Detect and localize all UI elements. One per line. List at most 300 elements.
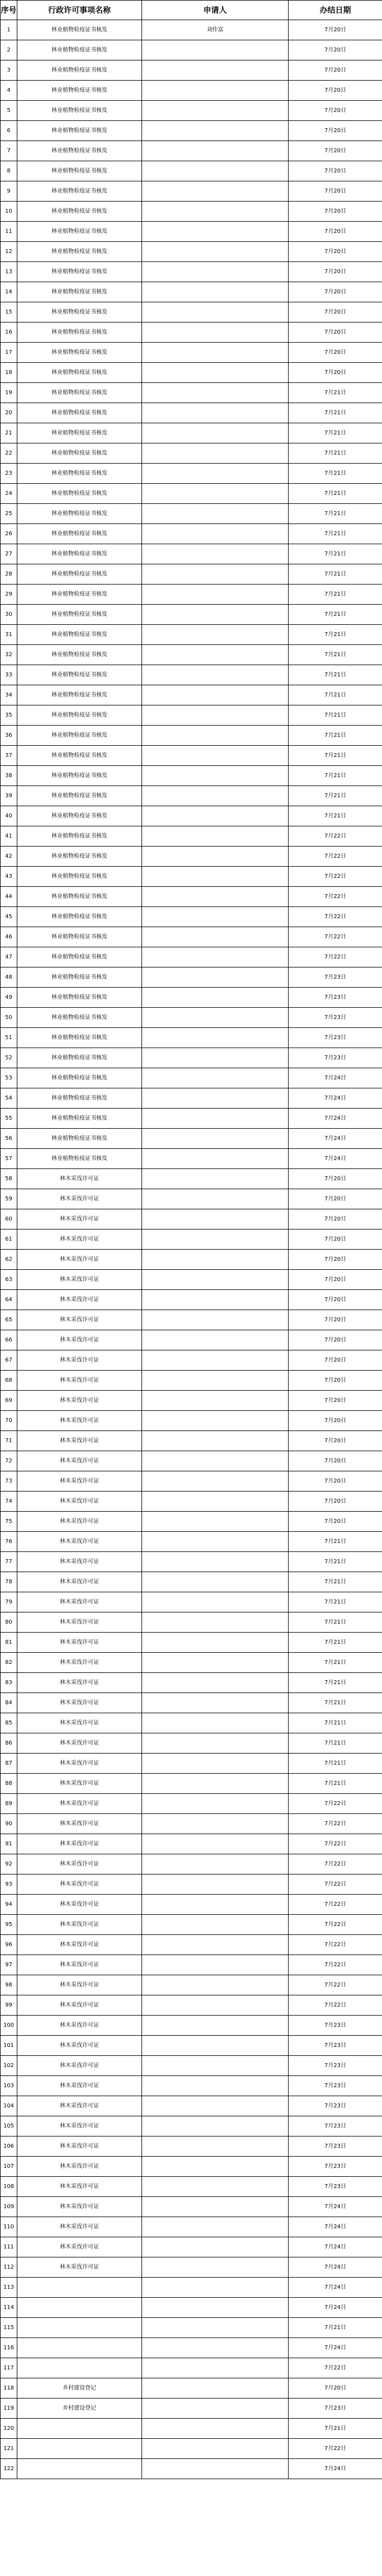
table-row <box>1 484 382 504</box>
table-row <box>1 222 382 242</box>
row-item-name: 林业植物检疫证书核发 <box>17 544 142 564</box>
table-row <box>1 1633 382 1653</box>
row-item-name: 林业植物检疫证书核发 <box>17 705 142 726</box>
row-applicant <box>142 443 289 464</box>
row-date: 7月20日 <box>289 1512 382 1532</box>
row-date: 7月21日 <box>289 1733 382 1754</box>
row-applicant <box>142 907 289 927</box>
row-item-name: 林业植物检疫证书核发 <box>17 988 142 1008</box>
table-row <box>1 544 382 564</box>
row-item-name: 林木采伐许可证 <box>17 1492 142 1512</box>
row-seq: 77 <box>1 1552 17 1572</box>
row-item-name: 林业植物检疫证书核发 <box>17 726 142 746</box>
row-date: 7月21日 <box>289 423 382 443</box>
row-item-name: 林业植物检疫证书核发 <box>17 363 142 383</box>
row-date: 7月24日 <box>289 1088 382 1109</box>
row-item-name: 林业植物检疫证书核发 <box>17 423 142 443</box>
row-item-name: 林业植物检疫证书核发 <box>17 967 142 988</box>
row-item-name: 林业植物检疫证书核发 <box>17 443 142 464</box>
row-date: 7月23日 <box>289 2157 382 2177</box>
row-seq: 122 <box>1 2459 17 2479</box>
row-item-name: 林业植物检疫证书核发 <box>17 625 142 645</box>
row-date: 7月21日 <box>289 464 382 484</box>
row-item-name: 林业植物检疫证书核发 <box>17 504 142 524</box>
row-date: 7月21日 <box>289 2419 382 2439</box>
row-date: 7月20日 <box>289 1411 382 1431</box>
row-applicant <box>142 2237 289 2257</box>
row-item-name: 林木采伐许可证 <box>17 2076 142 2096</box>
row-applicant <box>142 947 289 967</box>
row-date: 7月20日 <box>289 202 382 222</box>
table-row <box>1 585 382 605</box>
row-date: 7月21日 <box>289 1612 382 1633</box>
row-item-name: 林业植物检疫证书核发 <box>17 947 142 967</box>
row-applicant <box>142 524 289 544</box>
row-seq: 85 <box>1 1713 17 1733</box>
row-date: 7月23日 <box>289 1008 382 1028</box>
row-applicant <box>142 1935 289 1955</box>
table-row <box>1 746 382 766</box>
row-applicant <box>142 1391 289 1411</box>
row-applicant <box>142 746 289 766</box>
row-applicant <box>142 726 289 746</box>
row-seq: 65 <box>1 1310 17 1330</box>
row-applicant <box>142 2177 289 2197</box>
row-applicant <box>142 1572 289 1592</box>
row-seq: 20 <box>1 403 17 423</box>
table-row <box>1 1895 382 1915</box>
table-row <box>1 1492 382 1512</box>
table-row <box>1 242 382 262</box>
row-date: 7月22日 <box>289 1834 382 1854</box>
row-date: 7月20日 <box>289 1431 382 1451</box>
table-row <box>1 1290 382 1310</box>
row-seq: 93 <box>1 1874 17 1895</box>
row-seq: 60 <box>1 1209 17 1229</box>
table-row <box>1 887 382 907</box>
row-applicant <box>142 1109 289 1129</box>
row-seq: 116 <box>1 2338 17 2358</box>
row-applicant <box>142 1330 289 1350</box>
row-item-name: 林木采伐许可证 <box>17 2177 142 2197</box>
row-applicant <box>142 1512 289 1532</box>
row-date: 7月21日 <box>289 605 382 625</box>
row-seq: 40 <box>1 806 17 826</box>
row-item-name: 林业植物检疫证书核发 <box>17 645 142 665</box>
row-item-name: 林木采伐许可证 <box>17 2217 142 2237</box>
table-row <box>1 1673 382 1693</box>
row-seq: 83 <box>1 1673 17 1693</box>
row-seq: 108 <box>1 2177 17 2197</box>
row-item-name: 林业植物检疫证书核发 <box>17 766 142 786</box>
row-item-name: 林业植物检疫证书核发 <box>17 161 142 181</box>
row-seq: 79 <box>1 1592 17 1612</box>
row-applicant <box>142 1733 289 1754</box>
row-date: 7月20日 <box>289 60 382 81</box>
row-item-name: 林木采伐许可证 <box>17 1995 142 2016</box>
table-row <box>1 1653 382 1673</box>
row-date: 7月21日 <box>289 1774 382 1794</box>
row-date: 7月24日 <box>289 1149 382 1169</box>
table-row <box>1 2399 382 2419</box>
row-applicant <box>142 81 289 101</box>
row-date: 7月20日 <box>289 363 382 383</box>
row-date: 7月20日 <box>289 242 382 262</box>
row-item-name: 林业植物检疫证书核发 <box>17 222 142 242</box>
row-applicant <box>142 1814 289 1834</box>
row-item-name: 林木采伐许可证 <box>17 1451 142 1471</box>
row-applicant <box>142 1552 289 1572</box>
row-applicant <box>142 1270 289 1290</box>
table-row <box>1 1048 382 1068</box>
row-applicant <box>142 806 289 826</box>
row-seq: 61 <box>1 1229 17 1250</box>
table-row <box>1 343 382 363</box>
table-row <box>1 161 382 181</box>
row-applicant <box>142 141 289 161</box>
row-applicant <box>142 101 289 121</box>
row-item-name: 林木采伐许可证 <box>17 1935 142 1955</box>
row-applicant <box>142 927 289 947</box>
row-item-name: 林木采伐许可证 <box>17 1814 142 1834</box>
row-item-name: 林业植物检疫证书核发 <box>17 927 142 947</box>
row-applicant <box>142 1592 289 1612</box>
row-item-name: 林木采伐许可证 <box>17 2096 142 2116</box>
row-date: 7月21日 <box>289 1552 382 1572</box>
row-applicant <box>142 2399 289 2419</box>
table-row <box>1 867 382 887</box>
row-item-name: 林木采伐许可证 <box>17 2056 142 2076</box>
table-row <box>1 60 382 81</box>
table-row <box>1 645 382 665</box>
row-item-name: 林业植物检疫证书核发 <box>17 806 142 826</box>
row-applicant <box>142 645 289 665</box>
row-item-name: 林木采伐许可证 <box>17 1975 142 1995</box>
row-item-name <box>17 2278 142 2298</box>
row-applicant <box>142 1048 289 1068</box>
row-item-name: 林木采伐许可证 <box>17 1391 142 1411</box>
row-item-name: 林木采伐许可证 <box>17 1411 142 1431</box>
table-row <box>1 1431 382 1451</box>
row-date: 7月20日 <box>289 282 382 302</box>
row-applicant <box>142 1754 289 1774</box>
row-item-name: 林业植物检疫证书核发 <box>17 302 142 322</box>
row-applicant <box>142 1451 289 1471</box>
row-applicant <box>142 282 289 302</box>
row-item-name: 林木采伐许可证 <box>17 1512 142 1532</box>
row-date: 7月21日 <box>289 383 382 403</box>
row-seq: 75 <box>1 1512 17 1532</box>
row-item-name: 林木采伐许可证 <box>17 2157 142 2177</box>
row-applicant <box>142 1290 289 1310</box>
row-seq: 26 <box>1 524 17 544</box>
table-row <box>1 766 382 786</box>
row-date: 7月21日 <box>289 726 382 746</box>
row-item-name: 林业植物检疫证书核发 <box>17 746 142 766</box>
row-applicant <box>142 343 289 363</box>
row-seq: 115 <box>1 2318 17 2338</box>
header-item-name: 行政许可事项名称 <box>17 1 142 20</box>
row-date: 7月21日 <box>289 806 382 826</box>
row-applicant <box>142 1350 289 1371</box>
row-date: 7月21日 <box>289 585 382 605</box>
row-applicant <box>142 2036 289 2056</box>
row-date: 7月20日 <box>289 141 382 161</box>
row-item-name: 林木采伐许可证 <box>17 1572 142 1592</box>
row-seq: 64 <box>1 1290 17 1310</box>
row-item-name: 林业植物检疫证书核发 <box>17 383 142 403</box>
table-row <box>1 1713 382 1733</box>
row-seq: 12 <box>1 242 17 262</box>
row-date: 7月23日 <box>289 2036 382 2056</box>
row-seq: 9 <box>1 181 17 202</box>
row-seq: 21 <box>1 423 17 443</box>
row-seq: 18 <box>1 363 17 383</box>
table-row <box>1 2177 382 2197</box>
table-row <box>1 1310 382 1330</box>
row-item-name: 林木采伐许可证 <box>17 1874 142 1895</box>
row-applicant <box>142 2298 289 2318</box>
row-item-name: 林木采伐许可证 <box>17 2116 142 2136</box>
table-row <box>1 2076 382 2096</box>
row-applicant <box>142 383 289 403</box>
row-seq: 10 <box>1 202 17 222</box>
row-seq: 43 <box>1 867 17 887</box>
table-row <box>1 40 382 60</box>
row-date: 7月20日 <box>289 1492 382 1512</box>
row-seq: 42 <box>1 847 17 867</box>
row-item-name: 林业植物检疫证书核发 <box>17 282 142 302</box>
row-applicant <box>142 867 289 887</box>
row-item-name: 林木采伐许可证 <box>17 1895 142 1915</box>
row-item-name: 林业植物检疫证书核发 <box>17 202 142 222</box>
row-date: 7月20日 <box>289 1451 382 1471</box>
row-item-name: 林木采伐许可证 <box>17 1471 142 1492</box>
table-row <box>1 1693 382 1713</box>
row-applicant <box>142 1431 289 1451</box>
row-date: 7月23日 <box>289 2177 382 2197</box>
table-row <box>1 1169 382 1189</box>
row-seq: 23 <box>1 464 17 484</box>
row-applicant <box>142 826 289 847</box>
row-applicant <box>142 564 289 585</box>
row-item-name: 林业植物检疫证书核发 <box>17 40 142 60</box>
row-item-name: 林业植物检疫证书核发 <box>17 322 142 343</box>
row-date: 7月23日 <box>289 2016 382 2036</box>
row-seq: 82 <box>1 1653 17 1673</box>
table-row <box>1 847 382 867</box>
row-date: 7月20日 <box>289 302 382 322</box>
row-seq: 109 <box>1 2197 17 2217</box>
row-item-name: 林业植物检疫证书核发 <box>17 464 142 484</box>
row-date: 7月20日 <box>289 1229 382 1250</box>
row-item-name: 林业植物检疫证书核发 <box>17 141 142 161</box>
row-date: 7月21日 <box>289 625 382 645</box>
table-row <box>1 1612 382 1633</box>
header-date: 办结日期 <box>289 1 382 20</box>
row-item-name: 林业植物检疫证书核发 <box>17 887 142 907</box>
row-item-name: 林木采伐许可证 <box>17 1350 142 1371</box>
row-date: 7月20日 <box>289 222 382 242</box>
row-seq: 34 <box>1 685 17 705</box>
row-item-name: 林业植物检疫证书核发 <box>17 181 142 202</box>
row-applicant <box>142 1774 289 1794</box>
row-applicant <box>142 1209 289 1229</box>
table-row <box>1 786 382 806</box>
row-item-name <box>17 2358 142 2378</box>
row-applicant <box>142 1149 289 1169</box>
row-applicant <box>142 1693 289 1713</box>
row-applicant <box>142 262 289 282</box>
row-seq: 17 <box>1 343 17 363</box>
row-date: 7月20日 <box>289 343 382 363</box>
row-seq: 11 <box>1 222 17 242</box>
row-applicant <box>142 222 289 242</box>
table-row <box>1 1471 382 1492</box>
row-seq: 111 <box>1 2237 17 2257</box>
row-date: 7月23日 <box>289 2116 382 2136</box>
row-seq: 68 <box>1 1371 17 1391</box>
row-date: 7月24日 <box>289 2459 382 2479</box>
row-item-name: 林业植物检疫证书核发 <box>17 907 142 927</box>
row-item-name: 林业植物检疫证书核发 <box>17 1129 142 1149</box>
table-row <box>1 685 382 705</box>
row-date: 7月23日 <box>289 1028 382 1048</box>
row-date: 7月21日 <box>289 1693 382 1713</box>
row-seq: 112 <box>1 2257 17 2278</box>
table-row <box>1 705 382 726</box>
row-seq: 99 <box>1 1995 17 2016</box>
row-seq: 94 <box>1 1895 17 1915</box>
table-row <box>1 1250 382 1270</box>
row-applicant <box>142 1088 289 1109</box>
row-seq: 51 <box>1 1028 17 1048</box>
row-date: 7月22日 <box>289 1794 382 1814</box>
row-applicant <box>142 2419 289 2439</box>
table-row <box>1 2116 382 2136</box>
row-date: 7月21日 <box>289 544 382 564</box>
row-item-name: 林木采伐许可证 <box>17 1955 142 1975</box>
row-item-name: 林木采伐许可证 <box>17 1209 142 1229</box>
row-seq: 32 <box>1 645 17 665</box>
row-applicant <box>142 2378 289 2399</box>
row-item-name: 林木采伐许可证 <box>17 1673 142 1693</box>
row-item-name: 林业植物检疫证书核发 <box>17 826 142 847</box>
table-row <box>1 101 382 121</box>
row-item-name <box>17 2318 142 2338</box>
table-row <box>1 1572 382 1592</box>
row-date: 7月22日 <box>289 1955 382 1975</box>
row-applicant <box>142 1673 289 1693</box>
table-row <box>1 504 382 524</box>
row-applicant <box>142 2459 289 2479</box>
table-row <box>1 1068 382 1088</box>
row-date: 7月22日 <box>289 1975 382 1995</box>
row-item-name: 林业植物检疫证书核发 <box>17 1028 142 1048</box>
row-applicant <box>142 1008 289 1028</box>
row-seq: 5 <box>1 101 17 121</box>
row-seq: 49 <box>1 988 17 1008</box>
row-applicant <box>142 988 289 1008</box>
row-item-name: 林业植物检疫证书核发 <box>17 262 142 282</box>
row-applicant <box>142 1874 289 1895</box>
table-row <box>1 665 382 685</box>
table-row <box>1 1552 382 1572</box>
row-date: 7月20日 <box>289 1391 382 1411</box>
row-seq: 87 <box>1 1754 17 1774</box>
row-seq: 80 <box>1 1612 17 1633</box>
row-applicant <box>142 2278 289 2298</box>
row-applicant <box>142 1794 289 1814</box>
row-applicant <box>142 1955 289 1975</box>
row-seq: 38 <box>1 766 17 786</box>
row-applicant <box>142 585 289 605</box>
row-seq: 100 <box>1 2016 17 2036</box>
table-row <box>1 988 382 1008</box>
table-row <box>1 625 382 645</box>
row-applicant <box>142 40 289 60</box>
row-seq: 27 <box>1 544 17 564</box>
row-date: 7月24日 <box>289 2197 382 2217</box>
row-item-name <box>17 2439 142 2459</box>
row-date: 7月20日 <box>289 121 382 141</box>
row-applicant <box>142 705 289 726</box>
table-row <box>1 1955 382 1975</box>
row-date: 7月24日 <box>289 1109 382 1129</box>
row-seq: 35 <box>1 705 17 726</box>
row-item-name: 林木采伐许可证 <box>17 1431 142 1451</box>
row-item-name: 林木采伐许可证 <box>17 1754 142 1774</box>
table-row <box>1 2298 382 2318</box>
table-row <box>1 1391 382 1411</box>
row-seq: 45 <box>1 907 17 927</box>
row-date: 7月22日 <box>289 1915 382 1935</box>
row-applicant <box>142 1492 289 1512</box>
row-date: 7月21日 <box>289 685 382 705</box>
row-applicant <box>142 685 289 705</box>
row-seq: 89 <box>1 1794 17 1814</box>
table-row <box>1 1330 382 1350</box>
row-seq: 50 <box>1 1008 17 1028</box>
row-applicant <box>142 1028 289 1048</box>
row-applicant <box>142 2257 289 2278</box>
row-seq: 3 <box>1 60 17 81</box>
row-item-name: 林木采伐许可证 <box>17 1532 142 1552</box>
row-date: 7月22日 <box>289 927 382 947</box>
table-row <box>1 1109 382 1129</box>
row-date: 7月20日 <box>289 1290 382 1310</box>
row-date: 7月21日 <box>289 1572 382 1592</box>
table-row <box>1 1209 382 1229</box>
row-seq: 41 <box>1 826 17 847</box>
row-seq: 28 <box>1 564 17 585</box>
table-row <box>1 2318 382 2338</box>
row-date: 7月20日 <box>289 1189 382 1209</box>
table-row <box>1 1350 382 1371</box>
row-date: 7月23日 <box>289 2399 382 2419</box>
row-item-name: 林业植物检疫证书核发 <box>17 585 142 605</box>
row-seq: 120 <box>1 2419 17 2439</box>
row-seq: 66 <box>1 1330 17 1350</box>
row-applicant <box>142 2096 289 2116</box>
row-applicant <box>142 1834 289 1854</box>
row-date: 7月20日 <box>289 181 382 202</box>
row-seq: 67 <box>1 1350 17 1371</box>
row-applicant <box>142 786 289 806</box>
table-row <box>1 1451 382 1471</box>
table-row <box>1 20 382 40</box>
row-date: 7月21日 <box>289 746 382 766</box>
